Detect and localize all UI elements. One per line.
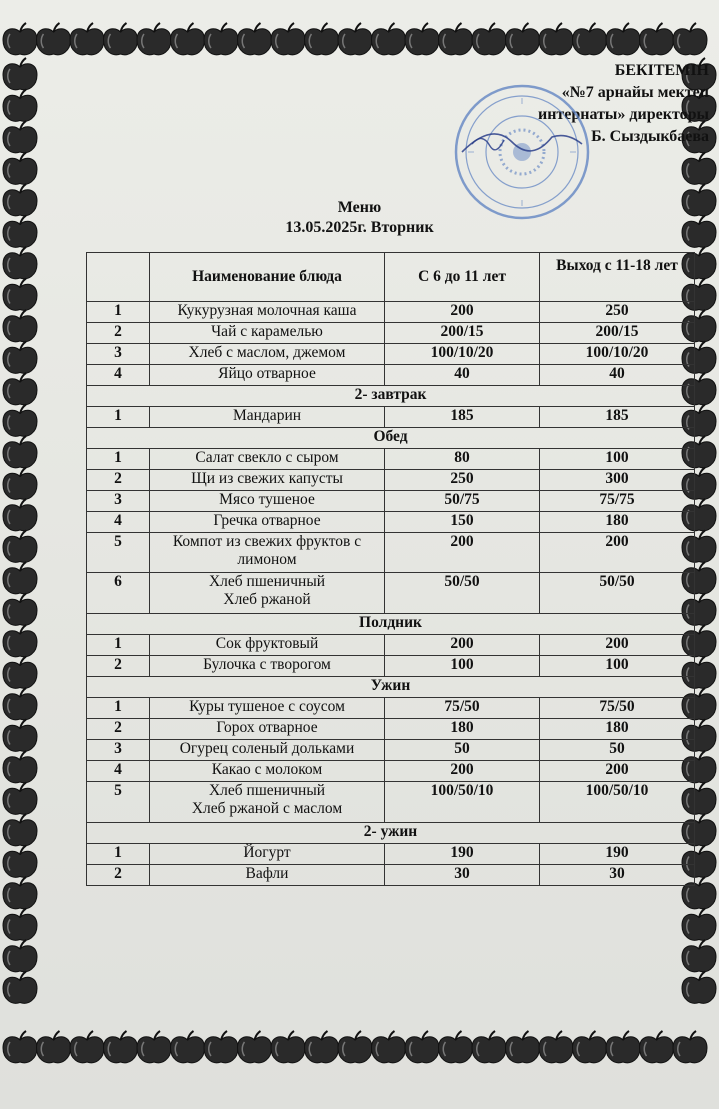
dish-name: Мясо тушеное [150,491,385,512]
menu-title-block [0,198,719,238]
apple-icon [3,972,37,1004]
portion-11-18: 200 [540,761,695,782]
header-dish: Наименование блюда [150,253,385,302]
approval-line-1: БЕКІТЕМІН [614,62,709,79]
portion-11-18: 50/50 [540,573,695,614]
apple-icon [682,153,716,185]
apple-icon [506,23,540,55]
apple-icon [506,1031,540,1063]
apple-icon [640,23,674,55]
apple-icon [539,23,573,55]
portion-11-18: 185 [540,407,695,428]
portion-6-11: 100/10/20 [385,344,540,365]
dish-name: Хлеб пшеничный Хлеб ржаной [150,573,385,614]
dish-name: Хлеб с маслом, джемом [150,344,385,365]
section-snack [87,614,695,635]
apple-icon [137,23,171,55]
table-header-row [87,253,695,302]
portion-6-11: 50/75 [385,491,540,512]
dish-name: Йогурт [150,844,385,865]
row-number: 4 [87,761,150,782]
portion-6-11: 50 [385,740,540,761]
section-dinner-2 [87,823,695,844]
dish-name: Сок фруктовый [150,635,385,656]
table-row [87,740,695,761]
portion-11-18: 100 [540,449,695,470]
apple-icon [3,594,37,626]
apple-icon [3,436,37,468]
apple-icon [3,720,37,752]
table-row [87,449,695,470]
approval-line-2: «№7 арнайы мектеп [561,84,709,101]
apple-icon [104,1031,138,1063]
table-row [87,698,695,719]
portion-6-11: 100 [385,656,540,677]
portion-11-18: 75/75 [540,491,695,512]
row-number: 6 [87,573,150,614]
table-row [87,323,695,344]
apple-icon [171,23,205,55]
apple-icon [640,1031,674,1063]
table-row [87,491,695,512]
portion-6-11: 200 [385,635,540,656]
portion-6-11: 30 [385,865,540,886]
portion-11-18: 250 [540,302,695,323]
dish-name: Какао с молоком [150,761,385,782]
apple-icon [3,499,37,531]
dish-name: Чай с карамелью [150,323,385,344]
apple-icon [271,1031,305,1063]
apple-icon [3,153,37,185]
apple-icon [70,23,104,55]
dish-name: Куры тушеное с соусом [150,698,385,719]
apple-icon [3,58,37,90]
portion-11-18: 100/10/20 [540,344,695,365]
apple-icon [3,783,37,815]
apple-icon [439,23,473,55]
apple-icon [3,90,37,122]
portion-6-11: 200 [385,302,540,323]
apple-icon [372,1031,406,1063]
apple-icon [3,940,37,972]
portion-6-11: 40 [385,365,540,386]
apple-icon [171,1031,205,1063]
section-dinner-title: Ужин [87,677,695,698]
row-number: 3 [87,491,150,512]
apple-icon [3,405,37,437]
dish-name: Горох отварное [150,719,385,740]
apple-icon [271,23,305,55]
apple-icon [70,1031,104,1063]
table-row [87,365,695,386]
table-row [87,761,695,782]
apple-icon [3,23,37,55]
table-row [87,865,695,886]
apple-icon [372,23,406,55]
table-row [87,635,695,656]
portion-11-18: 30 [540,865,695,886]
portion-11-18: 100/50/10 [540,782,695,823]
apple-icon [238,1031,272,1063]
table-row [87,573,695,614]
apple-icon [673,1031,707,1063]
row-number: 1 [87,635,150,656]
dish-name: Гречка отварное [150,512,385,533]
portion-6-11: 150 [385,512,540,533]
apple-icon [3,247,37,279]
portion-11-18: 300 [540,470,695,491]
portion-6-11: 190 [385,844,540,865]
apple-icon [3,877,37,909]
table-row [87,407,695,428]
portion-11-18: 180 [540,512,695,533]
portion-11-18: 40 [540,365,695,386]
apple-icon [606,23,640,55]
apple-icon [539,1031,573,1063]
table-row [87,782,695,823]
approval-line-3: интернаты» директоры [537,106,709,123]
apple-icon [3,279,37,311]
portion-6-11: 185 [385,407,540,428]
dish-name: Компот из свежих фруктов с лимоном [150,533,385,573]
menu-table-body [87,253,695,886]
apple-icon [3,751,37,783]
section-snack-title: Полдник [87,614,695,635]
apple-icon [305,1031,339,1063]
portion-6-11: 200/15 [385,323,540,344]
table-row [87,656,695,677]
apple-icon [606,1031,640,1063]
table-row [87,470,695,491]
dish-name: Салат свекло с сыром [150,449,385,470]
apple-icon [3,310,37,342]
apple-icon [104,23,138,55]
row-number: 2 [87,470,150,491]
portion-11-18: 180 [540,719,695,740]
row-number: 2 [87,719,150,740]
row-number: 3 [87,740,150,761]
apple-icon [338,1031,372,1063]
menu-title: Меню [337,199,382,216]
menu-date: 13.05.2025г. Вторник [285,219,434,236]
dish-name: Мандарин [150,407,385,428]
apple-icon [204,23,238,55]
dish-name: Огурец соленый дольками [150,740,385,761]
menu-table [86,252,695,886]
portion-6-11: 75/50 [385,698,540,719]
apple-icon [673,23,707,55]
apple-icon [3,657,37,689]
portion-6-11: 180 [385,719,540,740]
dish-name: Вафли [150,865,385,886]
apple-icon [3,688,37,720]
apple-icon [3,121,37,153]
apple-icon [37,1031,71,1063]
table-row [87,719,695,740]
apple-icon [3,625,37,657]
apple-icon [573,1031,607,1063]
portion-11-18: 75/50 [540,698,695,719]
apple-icon [405,23,439,55]
portion-6-11: 200 [385,533,540,573]
apple-icon [682,972,716,1004]
apple-icon [3,814,37,846]
row-number: 2 [87,865,150,886]
table-row [87,302,695,323]
row-number: 1 [87,698,150,719]
apple-icon [238,23,272,55]
apple-icon [439,1031,473,1063]
row-number: 2 [87,323,150,344]
row-number: 1 [87,302,150,323]
portion-6-11: 200 [385,761,540,782]
apple-icon [3,373,37,405]
apple-icon [472,1031,506,1063]
dish-name: Хлеб пшеничный Хлеб ржаной с маслом [150,782,385,823]
apple-icon [3,468,37,500]
section-dinner-2-title: 2- ужин [87,823,695,844]
dish-name: Щи из свежих капусты [150,470,385,491]
row-number: 5 [87,782,150,823]
apple-icon [682,909,716,941]
portion-6-11: 100/50/10 [385,782,540,823]
table-row [87,844,695,865]
portion-11-18: 100 [540,656,695,677]
section-breakfast-2-title: 2- завтрак [87,386,695,407]
header-age-11-18: Выход с 11-18 лет [540,253,695,302]
dish-name: Яйцо отварное [150,365,385,386]
apple-icon [472,23,506,55]
row-number: 1 [87,844,150,865]
apple-icon [3,562,37,594]
approval-line-4: Б. Сыздыкбаева [591,128,709,145]
section-lunch-title: Обед [87,428,695,449]
row-number: 1 [87,407,150,428]
portion-11-18: 200 [540,533,695,573]
row-number: 3 [87,344,150,365]
section-lunch [87,428,695,449]
apple-icon [3,531,37,563]
row-number: 4 [87,512,150,533]
row-number: 1 [87,449,150,470]
dish-name: Кукурузная молочная каша [150,302,385,323]
apple-icon [573,23,607,55]
header-number [87,253,150,302]
row-number: 5 [87,533,150,573]
portion-6-11: 80 [385,449,540,470]
section-breakfast-2 [87,386,695,407]
section-dinner [87,677,695,698]
portion-6-11: 250 [385,470,540,491]
row-number: 4 [87,365,150,386]
dish-name: Булочка с творогом [150,656,385,677]
apple-icon [405,1031,439,1063]
apple-icon [37,23,71,55]
apple-icon [305,23,339,55]
apple-icon [137,1031,171,1063]
header-age-6-11: С 6 до 11 лет [385,253,540,302]
table-row [87,344,695,365]
apple-icon [338,23,372,55]
apple-icon [3,846,37,878]
apple-icon [682,940,716,972]
apple-icon [3,1031,37,1063]
table-row [87,512,695,533]
portion-11-18: 50 [540,740,695,761]
table-row [87,533,695,573]
portion-11-18: 200/15 [540,323,695,344]
portion-6-11: 50/50 [385,573,540,614]
apple-icon [3,342,37,374]
apple-icon [204,1031,238,1063]
apple-icon [3,909,37,941]
portion-11-18: 200 [540,635,695,656]
portion-11-18: 190 [540,844,695,865]
row-number: 2 [87,656,150,677]
